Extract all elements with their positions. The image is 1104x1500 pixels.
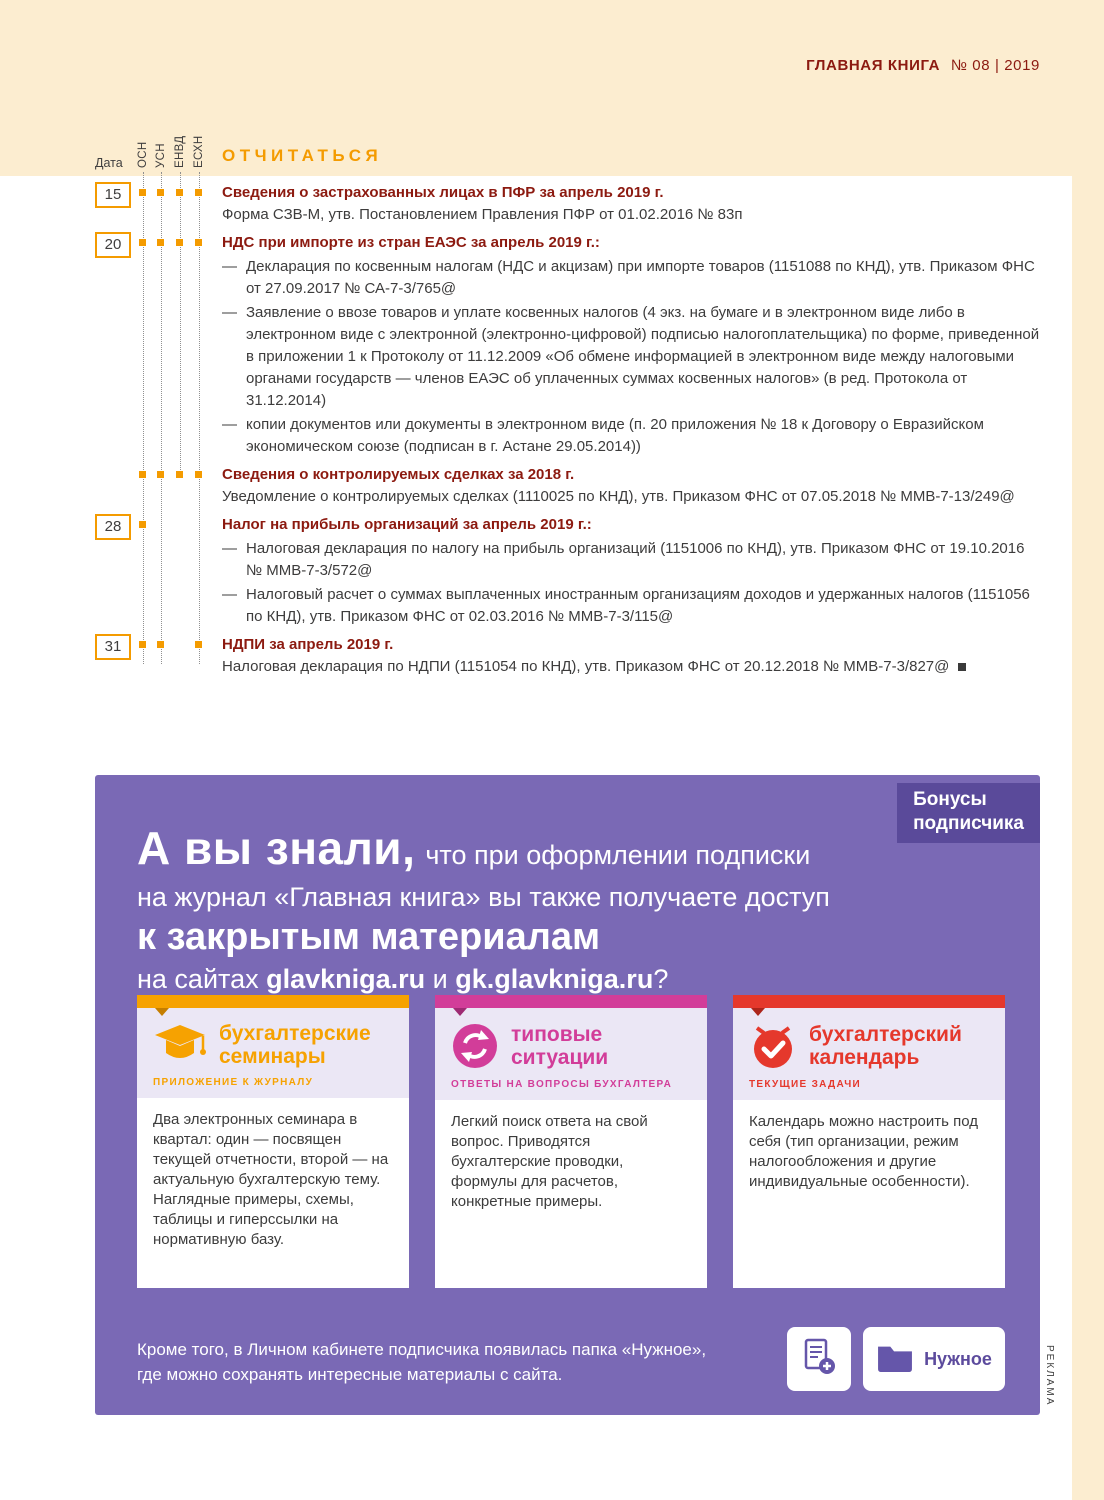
right-margin-strip [1072,0,1104,1500]
regime-marks [95,182,222,226]
deadline-detail [222,656,1040,678]
deadline-title: Сведения о контролируемых сделках за 2018 г. [222,466,575,483]
cycle-arrows-icon [451,1022,499,1070]
deadline-detail-text: Налоговая декларация по НДПИ (1151054 по КНД), утв. Приказом ФНС от 20.12.2018 № ММВ-7-3/827@ [222,658,950,675]
deadline-detail-item: — Декларация по косвенным налогам (НДС и акцизам) при импорте товаров (1151088 по КНД), утв. Приказом ФНС от 27.09.2017 № СА-7-3/765@ [222,256,1040,300]
card-accounting-calendar [733,995,1005,1288]
regime-mark-square [139,189,146,196]
advert-vertical-label: РЕКЛАМА [1044,1345,1055,1407]
section-title-otchitatsya: ОТЧИТАТЬСЯ [222,146,383,165]
deadline-detail-item: — Заявление о ввозе товаров и уплате косвенных налогов (4 экз. на бумаге и в электронном виде либо в электронном виде с электронной (электронно-цифровой) подписью налогоплательщика) по форме, приведенной в приложении 1 к Протоколу от 11.12.2009 «Об обмене информацией в электронном виде между налоговыми органами государств — членов ЕАЭС об уплаченных суммах косвенных налогов» (в ред. Протокола от 31.12.2014) [222,302,1040,412]
card-ribbon-notch [453,1008,467,1016]
card-subtitle: ТЕКУЩИЕ ЗАДАЧИ [749,1079,862,1090]
headline-line-2: на журнал «Главная книга» вы также получаете доступ [137,882,830,912]
headline-line-4 [137,964,830,995]
column-label-eshn: ЕСХН [193,135,205,168]
regime-marks [95,634,222,678]
card-color-strip [137,995,409,1008]
calendar-row [95,514,1040,628]
headline-line-3: к закрытым материалам [137,916,601,958]
subscription-ad [95,775,1040,1415]
magazine-header [806,57,1040,74]
date-box: 20 [95,232,131,258]
nuzhnoe-folder-button[interactable] [863,1327,1005,1391]
column-label-usn: УСН [155,143,167,168]
link-glavkniga-ru[interactable]: glavkniga.ru [266,964,426,994]
calendar-row [95,182,1040,226]
regime-mark-square [195,471,202,478]
deadline-title: НДПИ за апрель 2019 г. [222,636,394,653]
add-document-button[interactable] [787,1327,851,1391]
deadline-detail-item: — Налоговый расчет о суммах выплаченных иностранным организациям доходов и удержанных налогов (1151056 по КНД), утв. Приказом ФНС от 02.03.2016 № ММВ-7-3/115@ [222,584,1040,628]
calendar-rows [95,182,1040,684]
link-gk-glavkniga-ru[interactable]: gk.glavkniga.ru [455,964,654,994]
regime-mark-square [157,471,164,478]
regime-mark-square [139,471,146,478]
date-column-label: Дата [95,156,123,170]
headline-line-4-suffix: ? [653,964,669,994]
regime-mark-square [176,239,183,246]
card-title: бухгалтерский календарь [809,1023,962,1069]
nuzhnoe-button-label: Нужное [924,1348,992,1369]
regime-mark-square [139,239,146,246]
magazine-issue: № 08 | 2019 [950,57,1040,74]
card-ribbon-notch [751,1008,765,1016]
card-subtitle: ОТВЕТЫ НА ВОПРОСЫ БУХГАЛТЕРА [451,1079,673,1090]
graduation-cap-icon [153,1022,207,1068]
deadline-detail: Форма СЗВ-М, утв. Постановлением Правления ПФР от 01.02.2016 № 83п [222,206,743,223]
card-body-text: Два электронных семинара в квартал: один — посвящен текущей отчетности, второй — на актуальную бухгалтерскую тему. Наглядные примеры, схемы, таблицы и гиперссылки на нормативную базу. [137,1098,409,1288]
ad-footer-buttons [787,1327,1005,1391]
bonus-cards [137,995,1005,1288]
column-label-osn: ОСН [137,141,149,168]
card-body-text: Календарь можно настроить под себя (тип организации, режим налогообложения и другие индивидуальные особенности). [733,1100,1005,1288]
subscriber-bonus-badge [897,783,1040,843]
deadline-title: НДС при импорте из стран ЕАЭС за апрель 2019 г.: [222,234,600,251]
deadline-detail: Уведомление о контролируемых сделках (1110025 по КНД), утв. Приказом ФНС от 07.05.2018 № ММВ-7-13/249@ [222,488,1015,505]
regime-marks [95,514,222,628]
regime-mark-square [195,641,202,648]
card-title: типовые ситуации [511,1023,609,1069]
deadline-title: Налог на прибыль организаций за апрель 2019 г.: [222,516,592,533]
regime-mark-square [139,641,146,648]
headline-line-4-prefix: на сайтах [137,964,267,994]
regime-marks [95,232,222,458]
regime-mark-square [139,521,146,528]
end-of-section-marker [958,663,966,671]
card-title: бухгалтерские семинары [219,1022,371,1068]
calendar-row [95,634,1040,678]
ad-headline [137,821,830,995]
regime-marks [95,464,222,508]
calendar-row [95,232,1040,458]
deadline-title: Сведения о застрахованных лицах в ПФР за апрель 2019 г. [222,184,664,201]
card-body-text: Легкий поиск ответа на свой вопрос. Приводятся бухгалтерские проводки, формулы для расчетов, конкретные примеры. [435,1100,707,1288]
date-box: 31 [95,634,131,660]
regime-mark-square [157,641,164,648]
column-label-envd: ЕНВД [174,135,186,168]
regime-mark-square [195,189,202,196]
headline-rest-text: что при оформлении подписки [425,840,811,870]
ad-footer-text [137,1337,706,1387]
date-box: 15 [95,182,131,208]
regime-mark-square [176,471,183,478]
headline-line-1 [137,821,830,875]
ad-footer-line: Кроме того, в Личном кабинете подписчика появилась папка «Нужное», [137,1340,707,1359]
deadline-detail-item: — Налоговая декларация по налогу на прибыль организаций (1151006 по КНД), утв. Приказом ФНС от 19.10.2016 № ММВ-7-3/572@ [222,538,1040,582]
alarm-check-icon [749,1022,797,1070]
magazine-title: ГЛАВНАЯ КНИГА [806,57,941,74]
regime-mark-square [157,239,164,246]
ad-footer-line: где можно сохранять интересные материалы с сайта. [137,1365,563,1384]
tax-calendar [95,120,1040,705]
card-header [137,1008,409,1098]
regime-mark-square [157,189,164,196]
card-ribbon-notch [155,1008,169,1016]
headline-line-4-mid: и [425,964,456,994]
card-header [733,1008,1005,1100]
deadline-detail-item: — копии документов или документы в электронном виде (п. 20 приложения № 18 к Договору о Евразийском экономическом союзе (подписан в г. Астане 29.05.2014)) [222,414,1040,458]
document-plus-icon [798,1336,840,1383]
badge-line: подписчика [913,813,1024,834]
card-color-strip [733,995,1005,1008]
card-accounting-seminars [137,995,409,1288]
date-box: 28 [95,514,131,540]
card-subtitle: ПРИЛОЖЕНИЕ К ЖУРНАЛУ [153,1077,314,1088]
card-typical-situations [435,995,707,1288]
regime-mark-square [176,189,183,196]
headline-big-text: А вы знали, [137,822,416,874]
folder-icon [876,1341,914,1378]
badge-line: Бонусы [913,789,987,810]
card-header [435,1008,707,1100]
card-color-strip [435,995,707,1008]
calendar-row [95,464,1040,508]
regime-mark-square [195,239,202,246]
